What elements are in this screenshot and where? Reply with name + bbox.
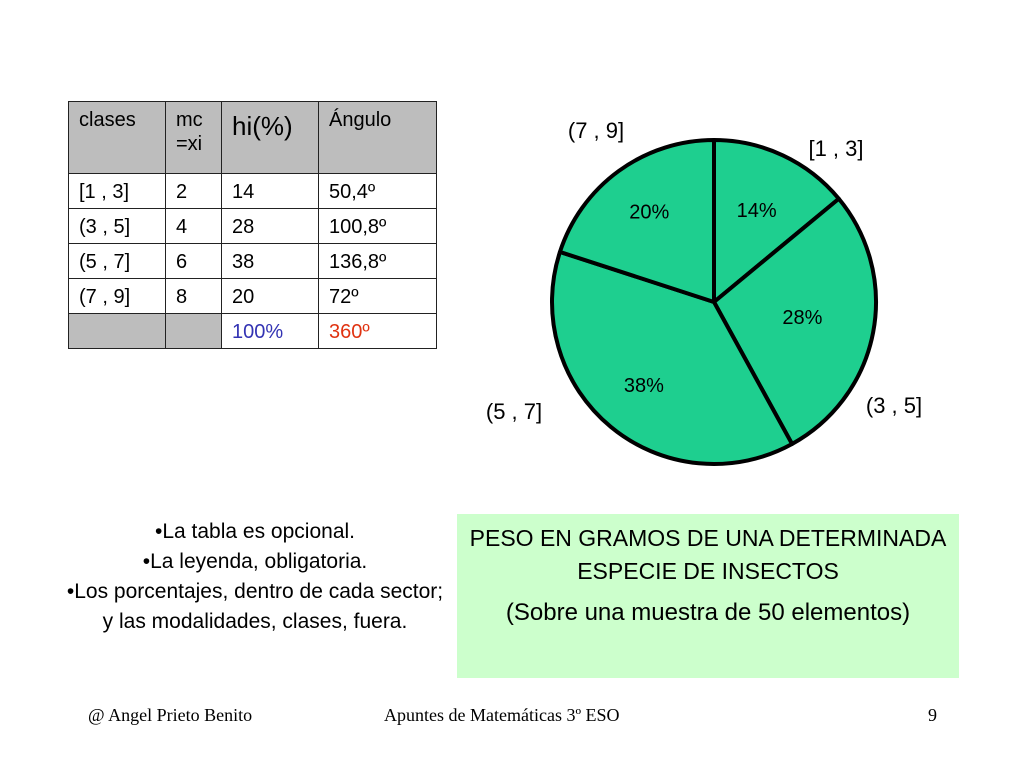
table-cell: 38 [222,244,319,279]
header-line: hi(%) [232,111,293,141]
header-line: =xi [176,133,203,155]
table-cell: 136,8º [319,244,437,279]
table-cell: 6 [166,244,222,279]
note-item: •Los porcentajes, dentro de cada sector; y las modalidades, clases, fuera. [66,580,444,633]
pie-category-label: (5 , 7] [485,398,543,424]
header-line: Ángulo [329,109,392,131]
table-cell: 72º [319,279,437,314]
pie-category-label: [1 , 3] [808,135,864,161]
table-cell: [1 , 3] [69,174,166,209]
table-cell: 50,4º [319,174,437,209]
table-cell: 2 [166,174,222,209]
footer-course: Apuntes de Matemáticas 3º ESO [384,705,620,725]
chart-subtitle: (Sobre una muestra de 50 elementos) [505,599,911,626]
table-cell: 8 [166,279,222,314]
table-cell: 14 [222,174,319,209]
chart-title-box [457,514,959,678]
note-item: •La tabla es opcional. [155,520,355,543]
pie-percent-label: 14% [736,199,777,222]
pie-percent-label: 38% [623,375,664,398]
table-cell: 100,8º [319,209,437,244]
header-line: clases [79,109,136,131]
table-cell: (7 , 9] [69,279,166,314]
footer-page-number: 9 [928,705,937,725]
total-angle: 360º [319,314,437,349]
total-percent: 100% [222,314,319,349]
table-cell: 4 [166,209,222,244]
note-item: •La leyenda, obligatoria. [142,550,368,573]
header-line: mc [176,109,203,131]
pie-percent-label: 20% [629,201,670,224]
pie-category-label: (3 , 5] [865,392,923,418]
table-cell: (5 , 7] [69,244,166,279]
table-cell: 28 [222,209,319,244]
pie-category-label: (7 , 9] [567,117,625,143]
footer-author: @ Angel Prieto Benito [88,705,253,725]
chart-title: PESO EN GRAMOS DE UNA DETERMINADA ESPECIE DE INSECTOS [469,525,947,584]
table-cell: 20 [222,279,319,314]
table-cell: (3 , 5] [69,209,166,244]
pie-percent-label: 28% [782,307,823,330]
notes [60,517,450,637]
